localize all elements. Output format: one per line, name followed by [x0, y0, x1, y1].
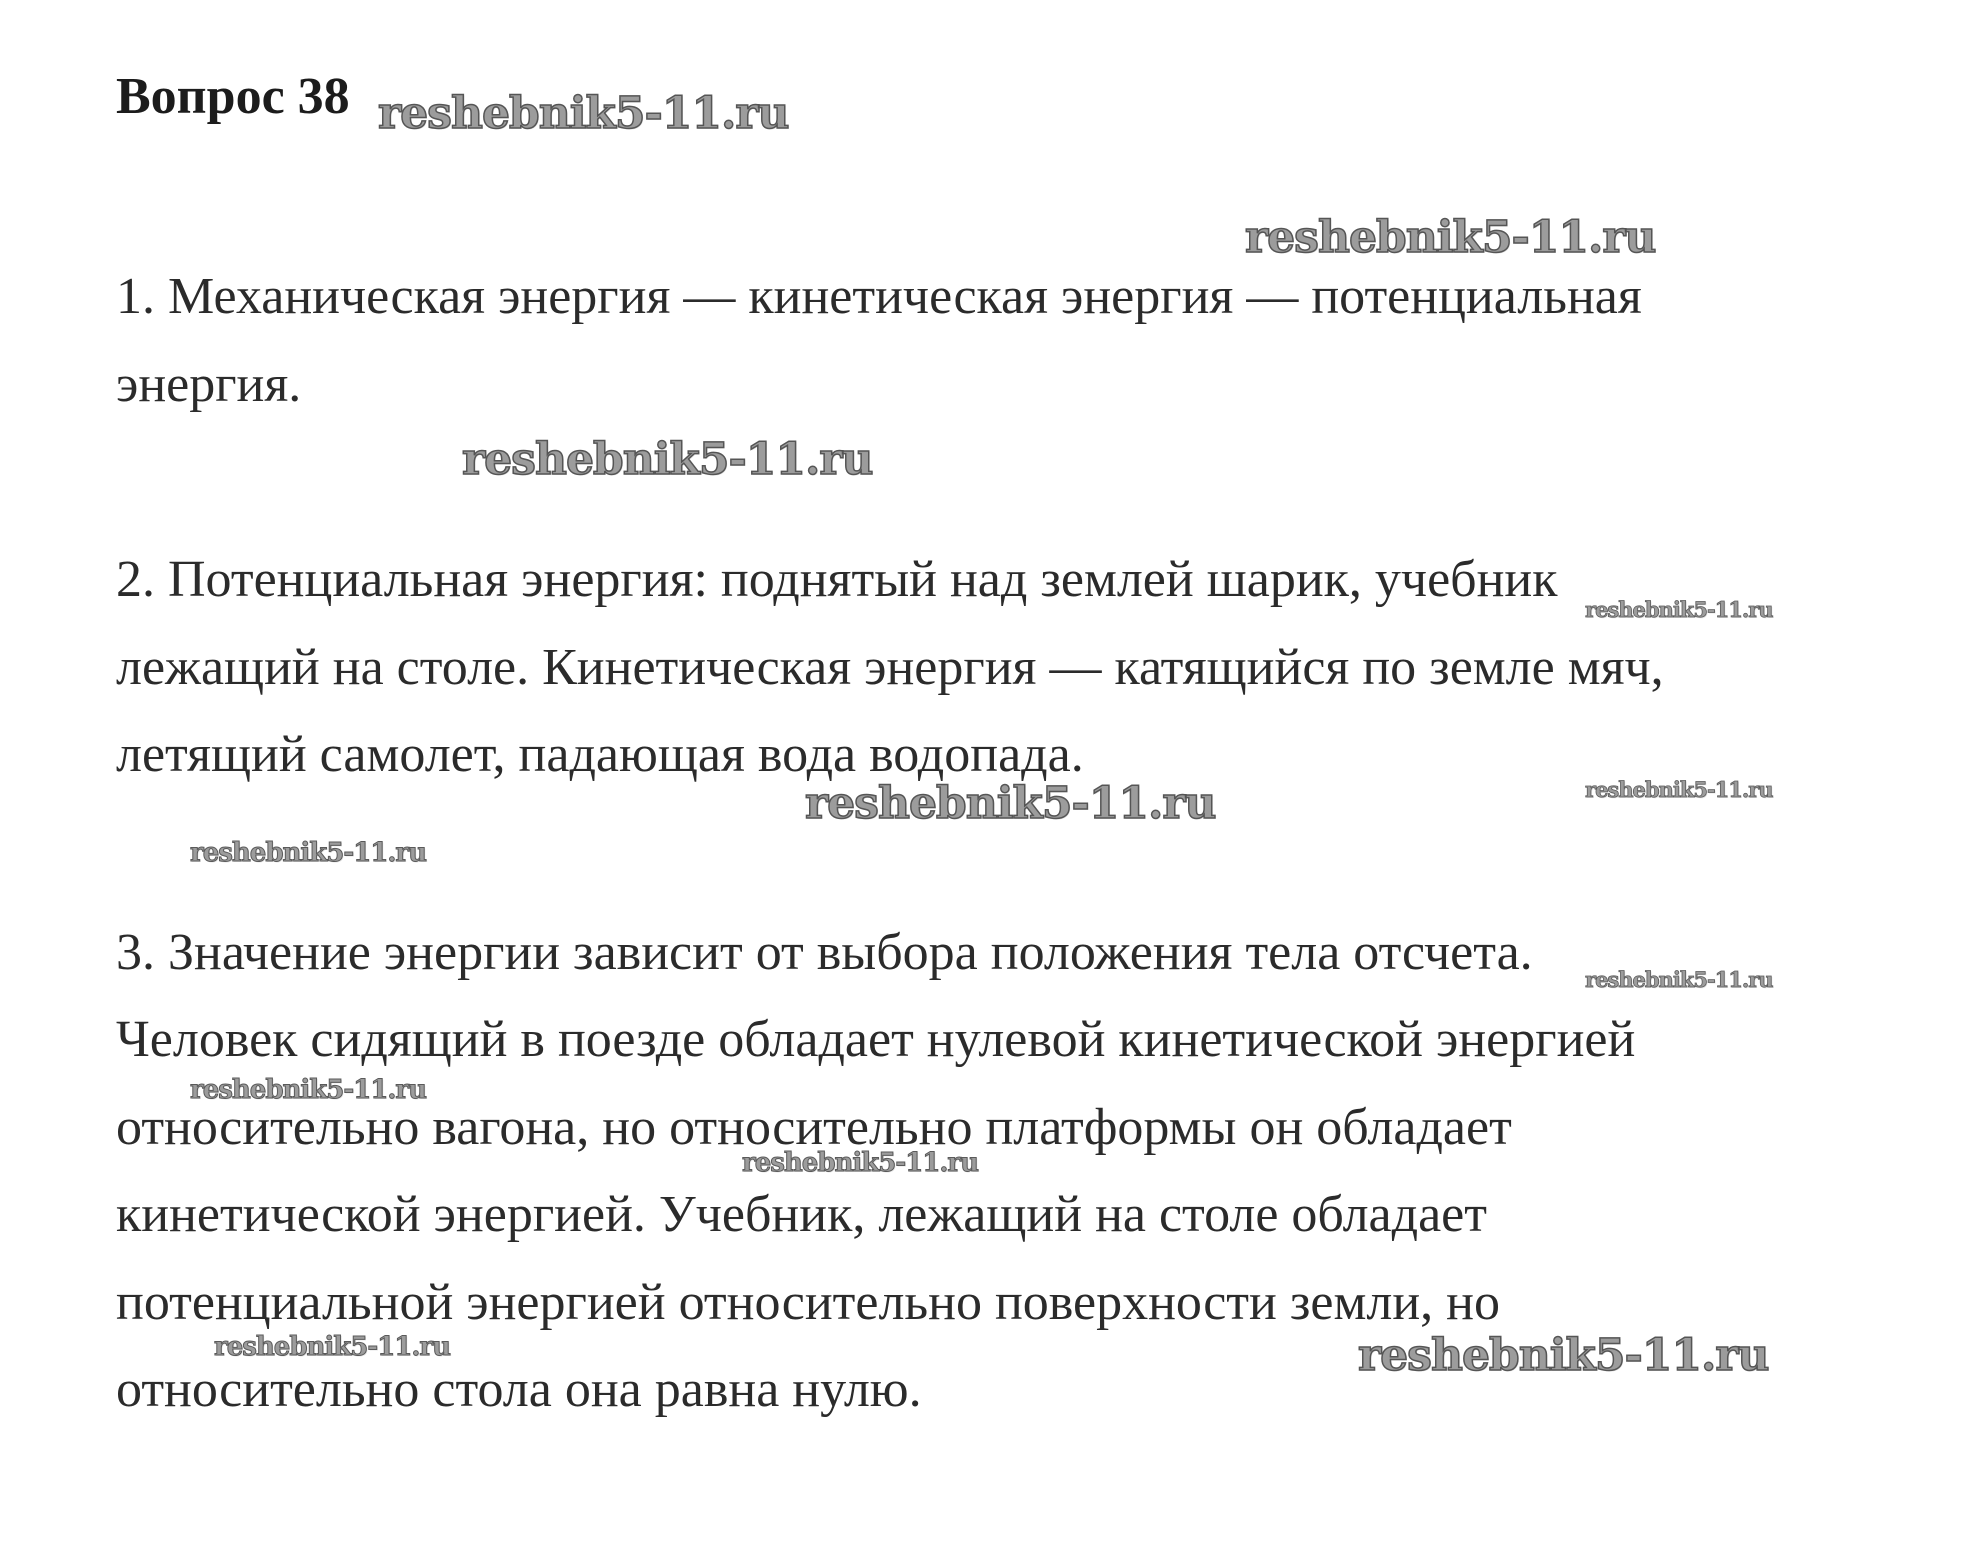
- watermark: reshebnik5-11.ru: [214, 1332, 451, 1362]
- answer-3-line-4: кинетической энергией. Учебник, лежащий на столе обладает: [116, 1186, 1487, 1243]
- answer-2-line-2: лежащий на столе. Кинетическая энергия — катящийся по земле мяч,: [116, 639, 1664, 696]
- answer-2-line-1: 2. Потенциальная энергия: поднятый над землей шарик, учебник: [116, 551, 1558, 608]
- watermark: reshebnik5-11.ru: [1245, 212, 1656, 263]
- answer-1-line-1: 1. Механическая энергия — кинетическая энергия — потенциальная: [116, 268, 1642, 325]
- watermark: reshebnik5-11.ru: [742, 1148, 979, 1178]
- watermark: reshebnik5-11.ru: [190, 1075, 427, 1105]
- watermark: reshebnik5-11.ru: [1358, 1330, 1769, 1381]
- answer-3-line-5: потенциальной энергией относительно поверхности земли, но: [116, 1274, 1500, 1331]
- answer-3-line-6: относительно стола она равна нулю.: [116, 1361, 922, 1418]
- question-title: Вопрос 38: [116, 68, 350, 125]
- watermark: reshebnik5-11.ru: [190, 838, 427, 868]
- watermark: reshebnik5-11.ru: [462, 434, 873, 485]
- answer-3-line-3: относительно вагона, но относительно платформы он обладает: [116, 1099, 1512, 1156]
- answer-2-line-3: летящий самолет, падающая вода водопада.: [116, 726, 1084, 783]
- answer-3-line-1: 3. Значение энергии зависит от выбора положения тела отсчета.: [116, 924, 1533, 981]
- watermark: reshebnik5-11.ru: [805, 778, 1216, 829]
- watermark: reshebnik5-11.ru: [1585, 777, 1773, 802]
- watermark: reshebnik5-11.ru: [1585, 597, 1773, 622]
- watermark: reshebnik5-11.ru: [378, 88, 789, 139]
- answer-3-line-2: Человек сидящий в поезде обладает нулевой кинетической энергией: [116, 1011, 1636, 1068]
- watermark: reshebnik5-11.ru: [1585, 967, 1773, 992]
- answer-1-line-2: энергия.: [116, 356, 302, 413]
